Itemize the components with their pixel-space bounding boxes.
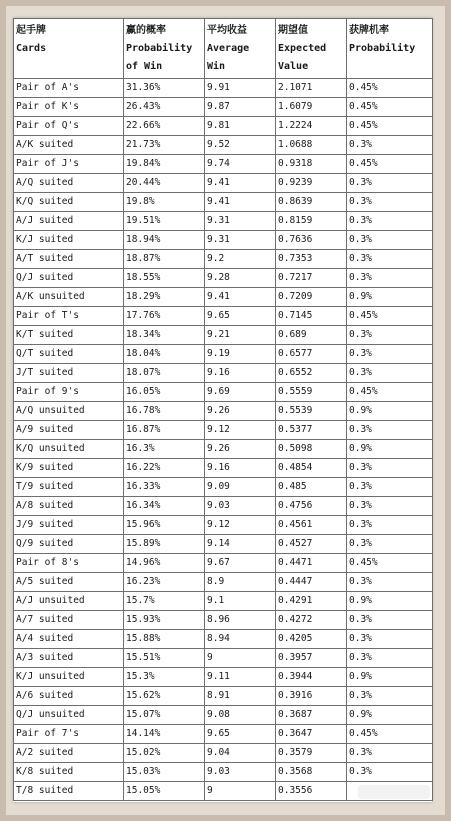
cell-average-win: 9.09	[205, 478, 276, 497]
cell-average-win: 9.14	[205, 535, 276, 554]
cell-probability-of-win: 22.66%	[124, 117, 205, 136]
cell-probability-of-win: 16.78%	[124, 402, 205, 421]
cell-expected-value: 0.3944	[276, 668, 347, 687]
cell-deal-probability: 0.3%	[347, 269, 433, 288]
cell-average-win: 9.41	[205, 193, 276, 212]
cell-expected-value: 0.9239	[276, 174, 347, 193]
cell-average-win: 9.81	[205, 117, 276, 136]
cell-deal-probability: 0.45%	[347, 155, 433, 174]
cell-cards: K/Q unsuited	[14, 440, 124, 459]
cell-cards: K/T suited	[14, 326, 124, 345]
table-row	[14, 573, 433, 592]
cell-expected-value: 0.485	[276, 478, 347, 497]
cell-cards: K/8 suited	[14, 763, 124, 782]
cell-average-win: 9.91	[205, 79, 276, 98]
cell-cards: A/2 suited	[14, 744, 124, 763]
cell-cards: A/J suited	[14, 212, 124, 231]
cell-cards: Pair of 9's	[14, 383, 124, 402]
table-row	[14, 649, 433, 668]
cell-expected-value: 0.5377	[276, 421, 347, 440]
cell-deal-probability: 0.3%	[347, 535, 433, 554]
cell-cards: A/7 suited	[14, 611, 124, 630]
header-en-label: Probability	[349, 43, 416, 54]
cell-probability-of-win: 20.44%	[124, 174, 205, 193]
cell-average-win: 9.31	[205, 212, 276, 231]
cell-cards: Pair of T's	[14, 307, 124, 326]
poker-hands-table	[13, 18, 433, 801]
cell-probability-of-win: 14.14%	[124, 725, 205, 744]
cell-probability-of-win: 16.87%	[124, 421, 205, 440]
cell-average-win: 9.1	[205, 592, 276, 611]
cell-cards: A/8 suited	[14, 497, 124, 516]
cell-deal-probability: 0.9%	[347, 592, 433, 611]
watermark	[358, 785, 430, 799]
cell-deal-probability: 0.3%	[347, 421, 433, 440]
cell-expected-value: 0.6577	[276, 345, 347, 364]
cell-expected-value: 0.9318	[276, 155, 347, 174]
cell-expected-value: 0.689	[276, 326, 347, 345]
cell-cards: Q/J suited	[14, 269, 124, 288]
cell-expected-value: 0.3556	[276, 782, 347, 801]
cell-cards: T/8 suited	[14, 782, 124, 801]
cell-deal-probability: 0.3%	[347, 478, 433, 497]
cell-cards: Pair of K's	[14, 98, 124, 117]
table-row	[14, 478, 433, 497]
table-row	[14, 611, 433, 630]
cell-expected-value: 0.3579	[276, 744, 347, 763]
cell-deal-probability: 0.45%	[347, 117, 433, 136]
table-row	[14, 497, 433, 516]
cell-expected-value: 0.5539	[276, 402, 347, 421]
cell-cards: Q/9 suited	[14, 535, 124, 554]
cell-deal-probability: 0.9%	[347, 288, 433, 307]
cell-cards: Q/T suited	[14, 345, 124, 364]
cell-cards: J/T suited	[14, 364, 124, 383]
cell-average-win: 9.69	[205, 383, 276, 402]
cell-probability-of-win: 15.07%	[124, 706, 205, 725]
cell-probability-of-win: 16.23%	[124, 573, 205, 592]
table-row	[14, 421, 433, 440]
table-row	[14, 326, 433, 345]
cell-average-win: 9.41	[205, 174, 276, 193]
cell-deal-probability: 0.3%	[347, 193, 433, 212]
cell-average-win: 9.52	[205, 136, 276, 155]
cell-probability-of-win: 18.34%	[124, 326, 205, 345]
cell-deal-probability: 0.3%	[347, 212, 433, 231]
cell-average-win: 9.11	[205, 668, 276, 687]
header-average-win	[205, 19, 276, 79]
cell-average-win: 9.31	[205, 231, 276, 250]
table-row	[14, 193, 433, 212]
cell-average-win: 9.26	[205, 402, 276, 421]
cell-deal-probability: 0.45%	[347, 98, 433, 117]
cell-deal-probability: 0.3%	[347, 364, 433, 383]
cell-average-win: 8.96	[205, 611, 276, 630]
cell-deal-probability: 0.3%	[347, 459, 433, 478]
cell-cards: Pair of 8's	[14, 554, 124, 573]
cell-deal-probability: 0.3%	[347, 611, 433, 630]
cell-expected-value: 0.8159	[276, 212, 347, 231]
cell-average-win: 9.03	[205, 763, 276, 782]
cell-expected-value: 1.0688	[276, 136, 347, 155]
table-row	[14, 668, 433, 687]
header-en-label: Expected	[278, 43, 327, 54]
cell-deal-probability: 0.3%	[347, 744, 433, 763]
table-row	[14, 383, 433, 402]
cell-average-win: 9	[205, 782, 276, 801]
cell-probability-of-win: 15.3%	[124, 668, 205, 687]
cell-deal-probability: 0.9%	[347, 440, 433, 459]
cell-average-win: 9.12	[205, 421, 276, 440]
cell-expected-value: 0.4527	[276, 535, 347, 554]
header-cn-label: 起手牌	[16, 25, 46, 36]
cell-expected-value: 1.6079	[276, 98, 347, 117]
cell-average-win: 9.74	[205, 155, 276, 174]
cell-cards: K/J suited	[14, 231, 124, 250]
cell-expected-value: 0.5559	[276, 383, 347, 402]
cell-probability-of-win: 15.96%	[124, 516, 205, 535]
table-row	[14, 307, 433, 326]
cell-cards: A/T suited	[14, 250, 124, 269]
table-body	[14, 79, 433, 801]
cell-expected-value: 2.1071	[276, 79, 347, 98]
table-row	[14, 592, 433, 611]
cell-probability-of-win: 21.73%	[124, 136, 205, 155]
table-row	[14, 516, 433, 535]
cell-probability-of-win: 18.07%	[124, 364, 205, 383]
table-row	[14, 174, 433, 193]
header-en-label: Win	[207, 61, 226, 72]
cell-average-win: 9.16	[205, 364, 276, 383]
table-row	[14, 725, 433, 744]
cell-average-win: 8.91	[205, 687, 276, 706]
cell-cards: Pair of J's	[14, 155, 124, 174]
cell-average-win: 9.67	[205, 554, 276, 573]
cell-deal-probability: 0.45%	[347, 725, 433, 744]
table-row	[14, 231, 433, 250]
cell-expected-value: 0.7636	[276, 231, 347, 250]
cell-probability-of-win: 15.51%	[124, 649, 205, 668]
cell-deal-probability: 0.45%	[347, 79, 433, 98]
cell-probability-of-win: 15.05%	[124, 782, 205, 801]
header-en-label: Value	[278, 61, 309, 72]
cell-expected-value: 0.5098	[276, 440, 347, 459]
cell-cards: A/4 suited	[14, 630, 124, 649]
table-row	[14, 459, 433, 478]
cell-cards: J/9 suited	[14, 516, 124, 535]
table-row	[14, 155, 433, 174]
table-row	[14, 250, 433, 269]
cell-cards: A/6 suited	[14, 687, 124, 706]
cell-probability-of-win: 19.84%	[124, 155, 205, 174]
cell-expected-value: 0.4561	[276, 516, 347, 535]
cell-probability-of-win: 15.88%	[124, 630, 205, 649]
cell-average-win: 9.28	[205, 269, 276, 288]
table-row	[14, 79, 433, 98]
table-row	[14, 345, 433, 364]
cell-deal-probability: 0.3%	[347, 497, 433, 516]
header-row	[14, 19, 433, 79]
cell-expected-value: 0.3916	[276, 687, 347, 706]
cell-expected-value: 0.3568	[276, 763, 347, 782]
cell-deal-probability: 0.3%	[347, 136, 433, 155]
cell-probability-of-win: 16.33%	[124, 478, 205, 497]
cell-average-win: 9.2	[205, 250, 276, 269]
cell-probability-of-win: 15.62%	[124, 687, 205, 706]
cell-expected-value: 0.4272	[276, 611, 347, 630]
cell-cards: Pair of 7's	[14, 725, 124, 744]
cell-probability-of-win: 18.94%	[124, 231, 205, 250]
cell-deal-probability: 0.3%	[347, 345, 433, 364]
cell-average-win: 9.65	[205, 307, 276, 326]
cell-probability-of-win: 26.43%	[124, 98, 205, 117]
header-deal-probability	[347, 19, 433, 79]
cell-average-win: 9.41	[205, 288, 276, 307]
table-row	[14, 687, 433, 706]
cell-probability-of-win: 16.3%	[124, 440, 205, 459]
cell-deal-probability: 0.45%	[347, 383, 433, 402]
table-row	[14, 535, 433, 554]
cell-cards: A/K unsuited	[14, 288, 124, 307]
cell-cards: T/9 suited	[14, 478, 124, 497]
cell-probability-of-win: 15.93%	[124, 611, 205, 630]
cell-expected-value: 0.4447	[276, 573, 347, 592]
cell-probability-of-win: 14.96%	[124, 554, 205, 573]
cell-deal-probability: 0.3%	[347, 326, 433, 345]
cell-deal-probability: 0.3%	[347, 630, 433, 649]
cell-cards: A/3 suited	[14, 649, 124, 668]
cell-deal-probability: 0.3%	[347, 174, 433, 193]
cell-cards: A/5 suited	[14, 573, 124, 592]
cell-probability-of-win: 15.89%	[124, 535, 205, 554]
cell-deal-probability: 0.9%	[347, 706, 433, 725]
cell-cards: K/J unsuited	[14, 668, 124, 687]
header-cn-label: 平均收益	[207, 25, 247, 36]
cell-average-win: 9.04	[205, 744, 276, 763]
header-cn-label: 获牌机率	[349, 25, 389, 36]
cell-average-win: 9.65	[205, 725, 276, 744]
cell-probability-of-win: 17.76%	[124, 307, 205, 326]
header-en-label: of Win	[126, 61, 163, 72]
cell-probability-of-win: 15.02%	[124, 744, 205, 763]
cell-average-win: 9.19	[205, 345, 276, 364]
cell-cards: A/J unsuited	[14, 592, 124, 611]
cell-expected-value: 0.3647	[276, 725, 347, 744]
cell-average-win: 9.21	[205, 326, 276, 345]
table-row	[14, 554, 433, 573]
table-row	[14, 402, 433, 421]
cell-expected-value: 0.4471	[276, 554, 347, 573]
table-row	[14, 706, 433, 725]
cell-probability-of-win: 18.87%	[124, 250, 205, 269]
table-row	[14, 763, 433, 782]
cell-deal-probability: 0.3%	[347, 687, 433, 706]
cell-expected-value: 0.7145	[276, 307, 347, 326]
cell-average-win: 9.26	[205, 440, 276, 459]
cell-probability-of-win: 16.34%	[124, 497, 205, 516]
cell-probability-of-win: 16.22%	[124, 459, 205, 478]
header-expected-value	[276, 19, 347, 79]
cell-probability-of-win: 18.29%	[124, 288, 205, 307]
table-row	[14, 136, 433, 155]
table-row	[14, 212, 433, 231]
cell-probability-of-win: 18.04%	[124, 345, 205, 364]
cell-cards: A/Q suited	[14, 174, 124, 193]
cell-average-win: 9.87	[205, 98, 276, 117]
cell-expected-value: 0.4756	[276, 497, 347, 516]
cell-expected-value: 0.3957	[276, 649, 347, 668]
cell-cards: Q/J unsuited	[14, 706, 124, 725]
cell-probability-of-win: 19.8%	[124, 193, 205, 212]
cell-probability-of-win: 15.03%	[124, 763, 205, 782]
table-row	[14, 269, 433, 288]
table-row	[14, 744, 433, 763]
cell-deal-probability: 0.3%	[347, 516, 433, 535]
header-cn-label: 期望值	[278, 25, 308, 36]
cell-probability-of-win: 31.36%	[124, 79, 205, 98]
header-en-label: Average	[207, 43, 250, 54]
cell-probability-of-win: 15.7%	[124, 592, 205, 611]
cell-deal-probability: 0.3%	[347, 231, 433, 250]
cell-expected-value: 0.7209	[276, 288, 347, 307]
cell-probability-of-win: 16.05%	[124, 383, 205, 402]
cell-expected-value: 0.8639	[276, 193, 347, 212]
cell-average-win: 9.16	[205, 459, 276, 478]
table-row	[14, 117, 433, 136]
cell-cards: Pair of Q's	[14, 117, 124, 136]
cell-cards: A/Q unsuited	[14, 402, 124, 421]
header-en-label: Probability	[126, 43, 193, 54]
cell-expected-value: 0.3687	[276, 706, 347, 725]
cell-probability-of-win: 19.51%	[124, 212, 205, 231]
cell-cards: A/9 suited	[14, 421, 124, 440]
cell-average-win: 8.9	[205, 573, 276, 592]
table-row	[14, 98, 433, 117]
cell-average-win: 9.12	[205, 516, 276, 535]
table-row	[14, 440, 433, 459]
cell-average-win: 9.08	[205, 706, 276, 725]
header-cn-label: 赢的概率	[126, 25, 166, 36]
cell-deal-probability: 0.3%	[347, 573, 433, 592]
cell-average-win: 8.94	[205, 630, 276, 649]
cell-cards: A/K suited	[14, 136, 124, 155]
header-cards	[14, 19, 124, 79]
cell-cards: Pair of A's	[14, 79, 124, 98]
table-row	[14, 630, 433, 649]
cell-cards: K/9 suited	[14, 459, 124, 478]
cell-expected-value: 0.4291	[276, 592, 347, 611]
cell-average-win: 9.03	[205, 497, 276, 516]
table-row	[14, 288, 433, 307]
cell-average-win: 9	[205, 649, 276, 668]
header-en-label: Cards	[16, 43, 47, 54]
cell-deal-probability: 0.45%	[347, 307, 433, 326]
cell-expected-value: 0.7217	[276, 269, 347, 288]
table-row	[14, 364, 433, 383]
paper-sheet	[13, 18, 432, 802]
cell-deal-probability: 0.3%	[347, 763, 433, 782]
cell-expected-value: 1.2224	[276, 117, 347, 136]
cell-deal-probability: 0.3%	[347, 649, 433, 668]
cell-deal-probability: 0.45%	[347, 554, 433, 573]
cell-deal-probability: 0.9%	[347, 402, 433, 421]
cell-cards: K/Q suited	[14, 193, 124, 212]
cell-probability-of-win: 18.55%	[124, 269, 205, 288]
cell-expected-value: 0.4854	[276, 459, 347, 478]
cell-expected-value: 0.7353	[276, 250, 347, 269]
cell-deal-probability: 0.3%	[347, 250, 433, 269]
cell-expected-value: 0.6552	[276, 364, 347, 383]
cell-deal-probability: 0.9%	[347, 668, 433, 687]
header-probability-of-win	[124, 19, 205, 79]
cell-expected-value: 0.4205	[276, 630, 347, 649]
